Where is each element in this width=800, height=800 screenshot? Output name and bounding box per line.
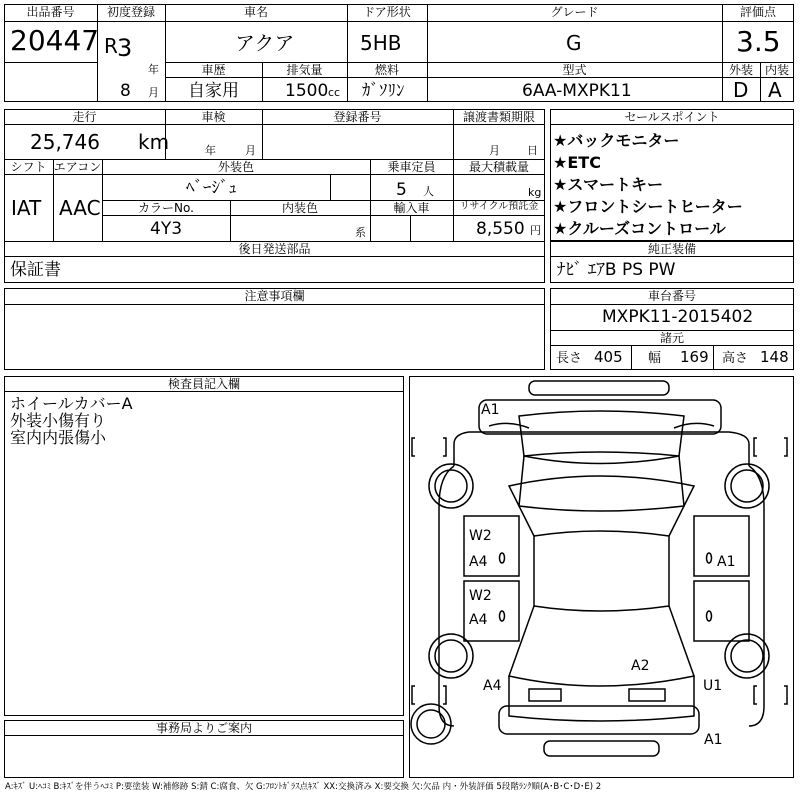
door-type: 5HB bbox=[360, 31, 402, 55]
recycle-unit: 円 bbox=[530, 224, 541, 237]
shift: IAT bbox=[11, 196, 42, 220]
interior-label: 内装 bbox=[764, 63, 789, 77]
inspection-label: 車検 bbox=[201, 110, 226, 124]
import-label: 輸入車 bbox=[393, 201, 430, 215]
mileage-label: 走行 bbox=[72, 110, 97, 124]
office-label: 事務局よりご案内 bbox=[155, 721, 252, 735]
mark-front: A1 bbox=[481, 402, 500, 418]
ext-color: ﾍﾞｰｼﾞｭ bbox=[186, 178, 237, 198]
year-unit: 年 bbox=[148, 63, 159, 76]
ac-label: エアコン bbox=[53, 160, 102, 174]
history-label: 車歴 bbox=[201, 63, 226, 77]
fuel-label: 燃料 bbox=[374, 63, 399, 77]
recycle-deposit: 8,550 bbox=[476, 219, 525, 239]
era: R bbox=[104, 34, 118, 58]
notes-label: 注意事項欄 bbox=[244, 289, 305, 303]
inspector-note: 室内内張傷小 bbox=[10, 428, 107, 447]
first-reg-label: 初度登録 bbox=[106, 5, 155, 19]
mark-rear-glass: A2 bbox=[631, 658, 650, 674]
capacity-unit: 人 bbox=[423, 185, 434, 198]
genuine-label: 純正装備 bbox=[647, 242, 696, 256]
recycle-label: リサイクル預託金 bbox=[459, 201, 539, 212]
sales-points-label: セールスポイント bbox=[624, 110, 720, 124]
ext-color-label: 外装色 bbox=[217, 160, 254, 174]
later-parts-label: 後日発送部品 bbox=[238, 242, 311, 256]
transfer-month-unit: 月 bbox=[489, 144, 500, 157]
car-diagram-svg bbox=[409, 376, 794, 778]
air-con: AAC bbox=[59, 196, 101, 220]
fuel: ｶﾞｿﾘﾝ bbox=[362, 81, 405, 101]
reg-year: 3 bbox=[117, 34, 133, 62]
sales-point-item: ★バックモニター bbox=[553, 131, 680, 150]
int-color-unit: 系 bbox=[355, 226, 366, 239]
mileage-unit: km bbox=[138, 130, 170, 154]
grade: G bbox=[566, 31, 582, 55]
displacement: 1500 bbox=[285, 81, 329, 101]
height: 148 bbox=[760, 348, 789, 366]
sales-point-item: ★スマートキー bbox=[553, 175, 664, 194]
mark-rear-panel-left: A4 bbox=[483, 678, 502, 694]
mileage: 25,746 bbox=[30, 130, 100, 154]
inspector-note: 外装小傷有り bbox=[10, 411, 107, 430]
inspector-note: ホイールカバーA bbox=[10, 394, 133, 413]
grade-label: グレード bbox=[550, 5, 599, 19]
mark-rear: A1 bbox=[704, 732, 723, 748]
mark-front-left-bottom: A4 bbox=[469, 554, 488, 570]
mark-front-left-top: W2 bbox=[469, 528, 492, 544]
height-label: 高さ bbox=[722, 351, 749, 366]
reg-no-label: 登録番号 bbox=[333, 110, 382, 124]
car-name-label: 車名 bbox=[243, 5, 268, 19]
sales-point-item: ★ETC bbox=[553, 153, 601, 172]
sales-point-item: ★クルーズコントロール bbox=[553, 219, 726, 238]
car-name: アクア bbox=[235, 31, 295, 55]
interior-grade: A bbox=[768, 78, 782, 102]
mark-front-right: A1 bbox=[717, 554, 736, 570]
model-code: 6AA-MXPK11 bbox=[522, 81, 632, 101]
chassis-label: 車台番号 bbox=[647, 289, 696, 303]
transfer-label: 譲渡書類期限 bbox=[462, 110, 535, 124]
mark-rear-left-bottom: A4 bbox=[469, 612, 488, 628]
genuine-equipment: ﾅﾋﾞ ｴｱB PS PW bbox=[557, 260, 676, 280]
capacity: 5 bbox=[396, 180, 407, 200]
inspection-year-unit: 年 bbox=[205, 144, 216, 157]
score-label: 評価点 bbox=[739, 5, 776, 19]
color-no: 4Y3 bbox=[150, 219, 183, 239]
lot-number: 20447 bbox=[10, 24, 100, 57]
score: 3.5 bbox=[736, 25, 781, 58]
displacement-label: 排気量 bbox=[286, 63, 323, 77]
exterior-label: 外装 bbox=[728, 63, 753, 77]
mark-rear-left-top: W2 bbox=[469, 588, 492, 604]
capacity-label: 乗車定員 bbox=[387, 160, 436, 174]
history: 自家用 bbox=[188, 81, 239, 101]
chassis-number: MXPK11-2015402 bbox=[602, 307, 754, 327]
int-color-label: 内装色 bbox=[281, 201, 318, 215]
color-no-label: カラーNo. bbox=[138, 201, 194, 215]
inspector-label: 検査員記入欄 bbox=[167, 377, 240, 391]
width-label: 幅 bbox=[648, 351, 662, 366]
load-unit: kg bbox=[528, 186, 542, 199]
reg-month: 8 bbox=[120, 81, 131, 101]
month-unit: 月 bbox=[148, 86, 159, 99]
mark-rear-right: U1 bbox=[703, 678, 723, 694]
lot-no-label: 出品番号 bbox=[26, 5, 75, 19]
legend: A:ｷｽﾞ U:ﾍｺﾐ B:ｷｽﾞを伴うﾍｺﾐ P:要塗装 W:補修跡 S:錆 C:腐食、欠 G:ﾌﾛﾝﾄｶﾞﾗｽ点ｷｽﾞ XX:交換済み X:要交換 欠:欠品 内・外装評価 5段階ﾗﾝｸ順(A･B･C･D･E) 2 bbox=[5, 782, 602, 792]
specs-label: 諸元 bbox=[659, 331, 684, 345]
length-label: 長さ bbox=[556, 351, 583, 366]
inspection-month-unit: 月 bbox=[245, 144, 256, 157]
displacement-unit: cc bbox=[328, 86, 341, 99]
door-label: ドア形状 bbox=[363, 5, 411, 19]
length: 405 bbox=[594, 348, 623, 366]
load-label: 最大積載量 bbox=[468, 160, 529, 174]
sales-point-item: ★フロントシートヒーター bbox=[553, 197, 743, 216]
shift-label: シフト bbox=[10, 160, 47, 174]
transfer-day-unit: 日 bbox=[527, 144, 538, 157]
exterior-grade: D bbox=[733, 78, 749, 102]
later-parts: 保証書 bbox=[10, 260, 61, 280]
model-label: 型式 bbox=[562, 63, 587, 77]
width: 169 bbox=[680, 348, 709, 366]
